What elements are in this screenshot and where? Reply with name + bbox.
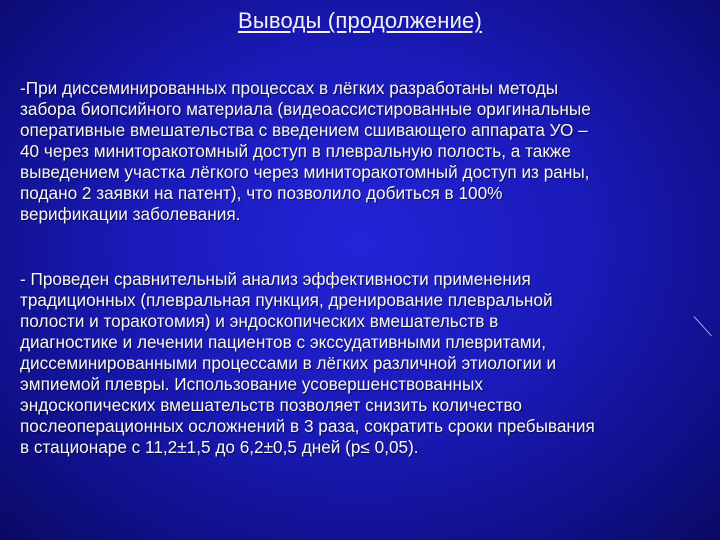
slide-title: Выводы (продолжение) bbox=[237, 8, 483, 33]
conclusion-paragraph-2: - Проведен сравнительный анализ эффективности применения традиционных (плевральная пункция, дренирование плевральной полости и торакотомия) и эндоскопических вмешательств в диагностике и лечении пациентов с экссудативными плевритами, диссеминированными процессами в лёгких различной этиологии и эмпиемой плевры. Использование усовершенствованных эндоскопических вмешательств позволяет снизить количество послеоперационных осложнений в 3 раза, сократить сроки пребывания в стационаре с 11,2±1,5 до 6,2±0,5 дней (р≤ 0,05). bbox=[20, 269, 595, 457]
conclusion-paragraph-1: -При диссеминированных процессах в лёгких разработаны методы забора биопсийного материала (видеоассистированные оригинальные оперативные вмешательства с введением сшивающего аппарата УО – 40 через миниторакотомный доступ в плевральную полость, а также выведением участка лёгкого через миниторакотомный доступ из раны, подано 2 заявки на патент), что позволило добиться в 100% верификации заболевания. bbox=[20, 78, 591, 224]
